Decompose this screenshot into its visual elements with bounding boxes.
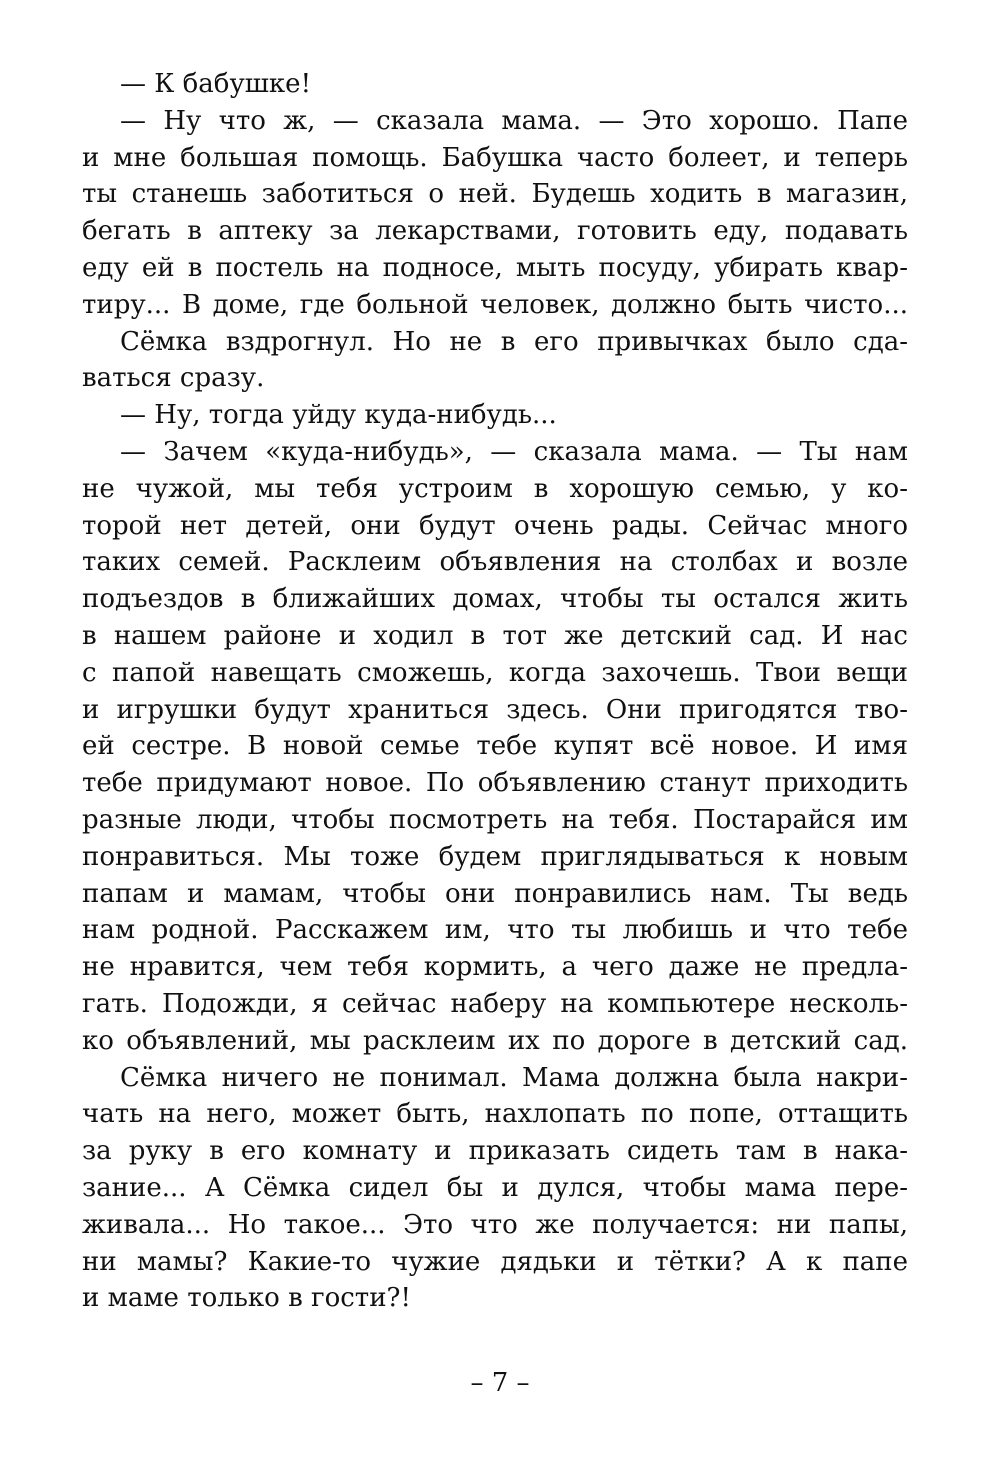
- text-line-19: ей сестре. В новой семье тебе купят всё новое. И имя: [82, 731, 908, 762]
- text-line-16: в нашем районе и ходил в тот же детский сад. И нас: [82, 620, 908, 651]
- text-line-13: торой нет детей, они будут очень рады. Сейчас много: [82, 510, 908, 541]
- text-line-17: с папой навещать сможешь, когда захочешь. Твои вещи: [82, 657, 908, 688]
- text-line-3: и мне большая помощь. Бабушка часто болеет, и теперь: [82, 142, 908, 173]
- text-line-25: не нравится, чем тебя кормить, а чего даже не предла-: [82, 952, 908, 983]
- text-line-6: еду ей в постель на подносе, мыть посуду, убирать квар-: [82, 252, 908, 283]
- text-line-34: и маме только в гости?!: [82, 1283, 411, 1314]
- text-line-11: — Зачем «куда-нибудь», — сказала мама. — Ты нам: [120, 436, 908, 467]
- text-line-24: нам родной. Расскажем им, что ты любишь и что тебе: [82, 915, 908, 946]
- text-line-20: тебе придумают новое. По объявлению станут приходить: [82, 768, 908, 799]
- text-line-7: тиру... В доме, где больной человек, должно быть чисто...: [82, 289, 908, 320]
- text-line-1: — К бабушке!: [120, 69, 312, 99]
- text-line-30: за руку в его комнату и приказать сидеть там в нака-: [82, 1136, 908, 1167]
- text-line-14: таких семей. Расклеим объявления на столбах и возле: [82, 547, 908, 578]
- text-line-5: бегать в аптеку за лекарствами, готовить еду, подавать: [82, 216, 908, 247]
- text-line-4: ты станешь заботиться о ней. Будешь ходить в магазин,: [82, 179, 908, 210]
- text-line-18: и игрушки будут храниться здесь. Они пригодятся тво-: [82, 694, 908, 725]
- book-page-text: [82, 66, 908, 1317]
- text-line-21: разные люди, чтобы посмотреть на тебя. Постарайся им: [82, 804, 908, 835]
- text-line-10: — Ну, тогда уйду куда-нибудь...: [120, 400, 557, 431]
- text-line-31: зание... А Сёмка сидел бы и дулся, чтобы мама пере-: [82, 1172, 908, 1203]
- page-number: – 7 –: [470, 1368, 530, 1398]
- text-line-12: не чужой, мы тебя устроим в хорошую семью, у ко-: [82, 473, 908, 504]
- text-line-23: папам и мамам, чтобы они понравились нам. Ты ведь: [82, 878, 908, 909]
- text-line-32: живала... Но такое... Это что же получается: ни папы,: [82, 1209, 908, 1240]
- text-line-2: — Ну что ж, — сказала мама. — Это хорошо. Папе: [120, 105, 908, 136]
- text-line-29: чать на него, может быть, нахлопать по попе, оттащить: [82, 1099, 908, 1130]
- text-line-9: ваться сразу.: [82, 363, 265, 394]
- text-line-22: понравиться. Мы тоже будем приглядываться к новым: [82, 841, 908, 872]
- text-line-27: ко объявлений, мы расклеим их по дороге в детский сад.: [82, 1025, 908, 1056]
- text-line-15: подъездов в ближайших домах, чтобы ты остался жить: [82, 584, 908, 615]
- text-line-28: Сёмка ничего не понимал. Мама должна была накри-: [120, 1062, 908, 1093]
- text-line-8: Сёмка вздрогнул. Но не в его привычках было сда-: [120, 326, 908, 357]
- text-line-26: гать. Подожди, я сейчас наберу на компьютере несколь-: [82, 988, 908, 1019]
- text-line-33: ни мамы? Какие-то чужие дядьки и тётки? А к папе: [82, 1246, 908, 1277]
